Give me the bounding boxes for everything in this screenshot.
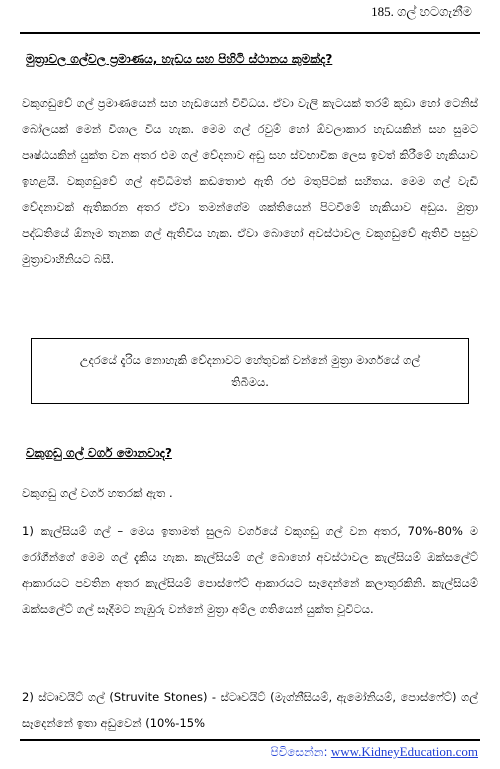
footer-divider (20, 739, 480, 741)
paragraph-size-shape: වකුගඩුවේ ගල් ප්‍රමාණයෙන් සහ හැඩයෙන් විවිධය. ඒවා වැලි කැටයක් තරම් කුඩා හෝ ටෙනිස් බෝලයක් මෙන් විශාල විය හැක. මෙම ගල් රවුම් හෝ ඕවලාකාර හැඩයකින් සහ සුමට පෘෂ්ඨයකින් යුක්ත වන අතර එම ගල් වේදනාව අඩු සහ ස්වභාවික ලෙස ඉවත් කිරීමේ හැකියාව ඉහළයි. වකුගඩුවේ ගල් අවිධිමත් කඩතොළු ඇති රළු මතුපිටක් සහිතය. මෙම ගල් වැඩි වේදනාවක් ඇතිකරන අතර ඒවා තමන්ගේම ශක්තියෙන් පිටවීමේ හැකියාව අඩුය. මුත්‍රා පද්ධතියේ ඕනෑම තැනක ගල් ඇතිවිය හැක. ඒවා බොහෝ අවස්ථාවල වකුගඩුවේ ඇතිවී පසුව මුත්‍රාවාහිනියට බසී. (22, 96, 478, 266)
intro-paragraph: වකුගඩු ගල් වර්ග හතරක් ඇත . (22, 486, 173, 500)
list-item-calcium-stones: 1) කැල්සියම් ගල් – මෙය ඉතාමත් සුලබ වර්ගයේ වකුගඩු ගල් වන අතර, 70%-80% ම රෝගීන්ගේ මෙම ගල් දැකිය හැක. කැල්සියම් ගල් බොහෝ අවස්ථාවල කැල්සියම් ඔක්සලේට් ආකාරයට පවතින අතර කැල්සියම් පොස්ෆේට් ආකාරයට සෑදෙන්නේ කලාතුරකිනි. කැල්සියම් ඔක්සලේට් ගල් සෑදීමට නැඹුරු වන්නේ මුත්‍රා අම්ල ගතියෙන් යුක්ත වූවිටය. (22, 524, 478, 616)
section-heading-size-shape: මුත්‍රාවල ගල්වල ප්‍රමාණය, හැඩය සහ පිහිටි ස්ථානය කුමක්ද? (26, 52, 333, 66)
callout-box (31, 338, 469, 404)
footer-label: පිවිසෙන්න: (270, 745, 328, 759)
section-heading-stone-types: වකුගඩු ගල් වර්ග මොනවාද? (26, 446, 172, 460)
callout-text: උදරයේ දැරිය නොහැකි වේදනාවට හේතුවක් වන්නේ මුත්‍රා මාර්ගයේ ගල් තිබීමය. (79, 353, 421, 389)
footer-website-link[interactable]: www.KidneyEducation.com (330, 744, 478, 759)
page-header (20, 0, 480, 34)
list-item-struvite-stones: 2) ස්ට්‍රුවයිට් ගල් (Struvite Stones) - ස්ට්‍රුවයිට් (මැග්නීසියම්, ඇමෝනියම්, පොස්ෆේට්) ගල් සෑදෙන්නේ ඉතා අඩුවෙන් (10%-15% (22, 690, 478, 730)
header-title: 185. ගල් හටගැනීම (371, 4, 472, 19)
page-footer (270, 744, 478, 760)
